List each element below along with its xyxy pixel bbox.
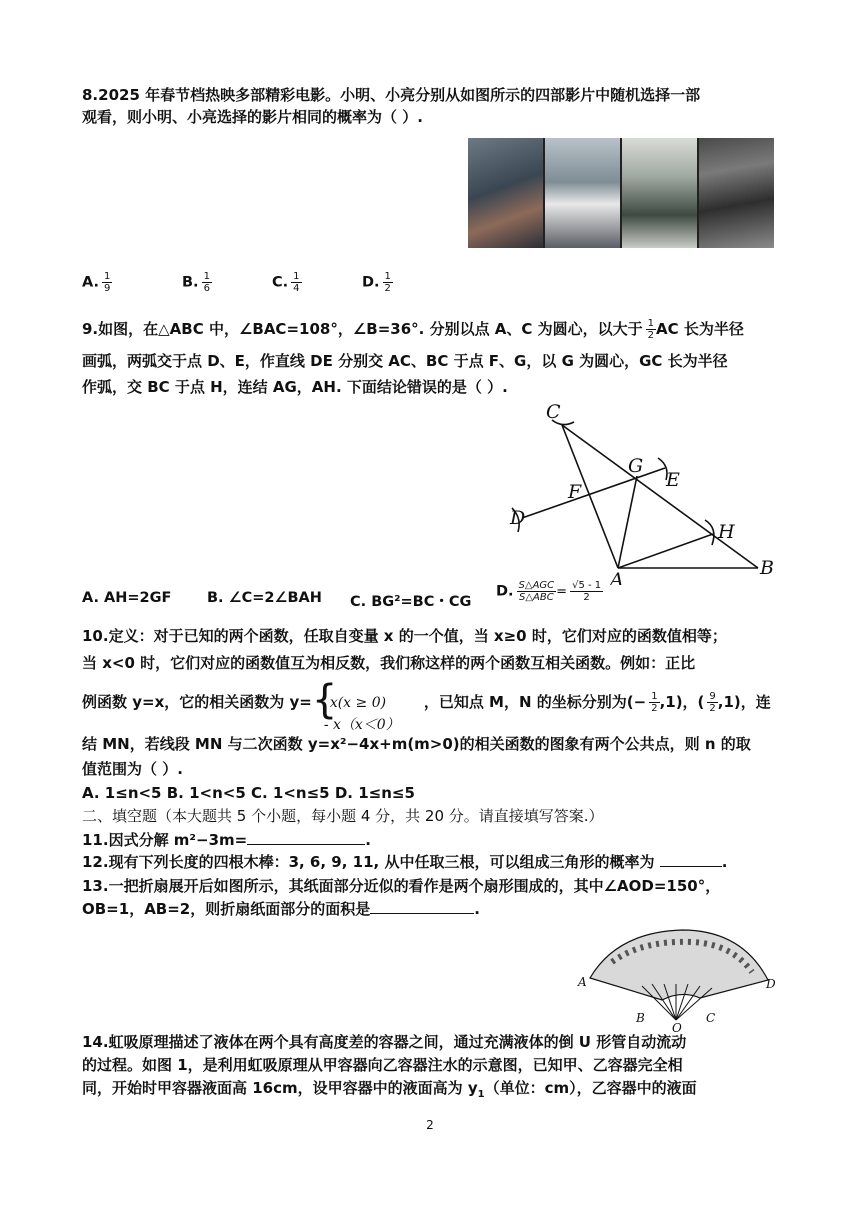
q9-option-b: B. ∠C=2∠BAH — [207, 590, 322, 606]
q9-option-c: C. BG²=BC・CG — [350, 594, 472, 610]
fan-label-d: D — [766, 977, 776, 991]
q14-line2: 的过程。如图 1，是利用虹吸原理从甲容器向乙容器注水的示意图，已知甲、乙容器完全相 — [82, 1056, 683, 1074]
q12: 12.现有下列长度的四根木棒：3, 6, 9, 11, 从中任取三根，可以组成三角形的概率为 . — [82, 853, 728, 871]
q13-line2: OB=1，AB=2，则折扇纸面部分的面积是 . — [82, 900, 480, 918]
segment-ah — [618, 534, 713, 568]
q10-options: A. 1≤n<5 B. 1<n<5 C. 1<n≤5 D. 1≤n≤5 — [82, 784, 415, 802]
q10-line5: 值范围为（ ）. — [82, 760, 183, 778]
fan-paper — [590, 930, 768, 1000]
movie-posters-image — [468, 138, 774, 248]
triangle-figure — [500, 400, 790, 585]
poster-2 — [545, 138, 620, 248]
fan-label-a: A — [578, 975, 587, 989]
label-f: F — [568, 481, 582, 503]
segment-ag — [618, 476, 637, 568]
page-number: 2 — [426, 1118, 434, 1132]
label-e: E — [666, 469, 680, 491]
poster-1 — [468, 138, 543, 248]
section-2-heading: 二、填空题（本大题共 5 个小题，每小题 4 分，共 20 分。请直接填写答案.） — [82, 807, 604, 825]
poster-3 — [622, 138, 697, 248]
label-c: C — [546, 401, 561, 423]
q10-line4: 结 MN，若线段 MN 与二次函数 y=x²−4x+m(m>0)的相关函数的图象有两个公共点，则 n 的取 — [82, 735, 751, 753]
label-a: A — [610, 569, 624, 585]
q8-option-c: C. $\frac{1}{4}$ — [272, 271, 300, 294]
fan-label-b: B — [636, 1011, 645, 1025]
label-h: H — [718, 521, 735, 543]
q10-line1: 10.定义：对于已知的两个函数，任取自变量 x 的一个值，当 x≥0 时，它们对应的函数值相等； — [82, 627, 727, 645]
q11: 11.因式分解 m²−3m= . — [82, 831, 371, 849]
segment-cb — [562, 425, 758, 568]
folding-fan-figure — [572, 922, 784, 1032]
q8-line2: 观看，则小明、小亮选择的影片相同的概率为（ ）. — [82, 108, 423, 126]
q9-option-a: A. AH=2GF — [82, 590, 172, 606]
label-b: B — [760, 557, 774, 579]
q9-line1: 9.如图，在△ABC 中，∠BAC=108°，∠B=36°. 分别以点 A、C 为圆心，以大于 $\frac{1}{2}$ AC 长为半径 — [82, 318, 744, 341]
q13-line1: 13.一把折扇展开后如图所示，其纸面部分近似的看作是两个扇形围成的，其中∠AOD=150°， — [82, 877, 721, 895]
line-de — [522, 468, 665, 518]
fan-label-c: C — [706, 1011, 716, 1025]
piecewise-function: { x(x ≥ 0) - x（x＜0） — [311, 676, 400, 733]
q9-line3: 作弧，交 BC 于点 H，连结 AG，AH. 下面结论错误的是（ ）. — [82, 378, 508, 396]
fan-label-o: O — [672, 1021, 682, 1032]
label-d: D — [510, 507, 526, 529]
q14-line1: 14.虹吸原理描述了液体在两个具有高度差的容器之间，通过充满液体的倒 U 形管自动流动 — [82, 1033, 687, 1051]
poster-4 — [699, 138, 774, 248]
q8-option-b: B. $\frac{1}{6}$ — [182, 271, 210, 294]
label-g: G — [628, 455, 644, 477]
q8-line1: 8.2025 年春节档热映多部精彩电影。小明、小亮分别从如图所示的四部影片中随机选择一部 — [82, 86, 701, 104]
q10-line3: 例函数 y=x，它的相关函数为 y= { x(x ≥ 0) - x（x＜0） ，已知点 M，N 的坐标分别为(− $\frac{1}{2}$ ,1)，( $\frac{9}{2}$ ,1)，连 — [82, 676, 771, 733]
q8-option-d: D. $\frac{1}{2}$ — [362, 271, 391, 294]
q10-line2: 当 x<0 时，它们对应的函数值互为相反数，我们称这样的两个函数互相关函数。例如：正比 — [82, 654, 696, 672]
q9-option-d: D. $\frac{\text{S△AGC}}{\text{S△ABC}}$ = $\frac{√5 - 1}{2}$ — [496, 580, 602, 603]
q9-line2: 画弧，两弧交于点 D、E，作直线 DE 分别交 AC、BC 于点 F、G，以 G 为圆心，GC 长为半径 — [82, 352, 728, 370]
q8-option-a: A. $\frac{1}{9}$ — [82, 271, 111, 294]
q14-line3: 同，开始时甲容器液面高 16cm，设甲容器中的液面高为 $y_1$（单位：cm），乙容器中的液面 — [82, 1079, 697, 1100]
